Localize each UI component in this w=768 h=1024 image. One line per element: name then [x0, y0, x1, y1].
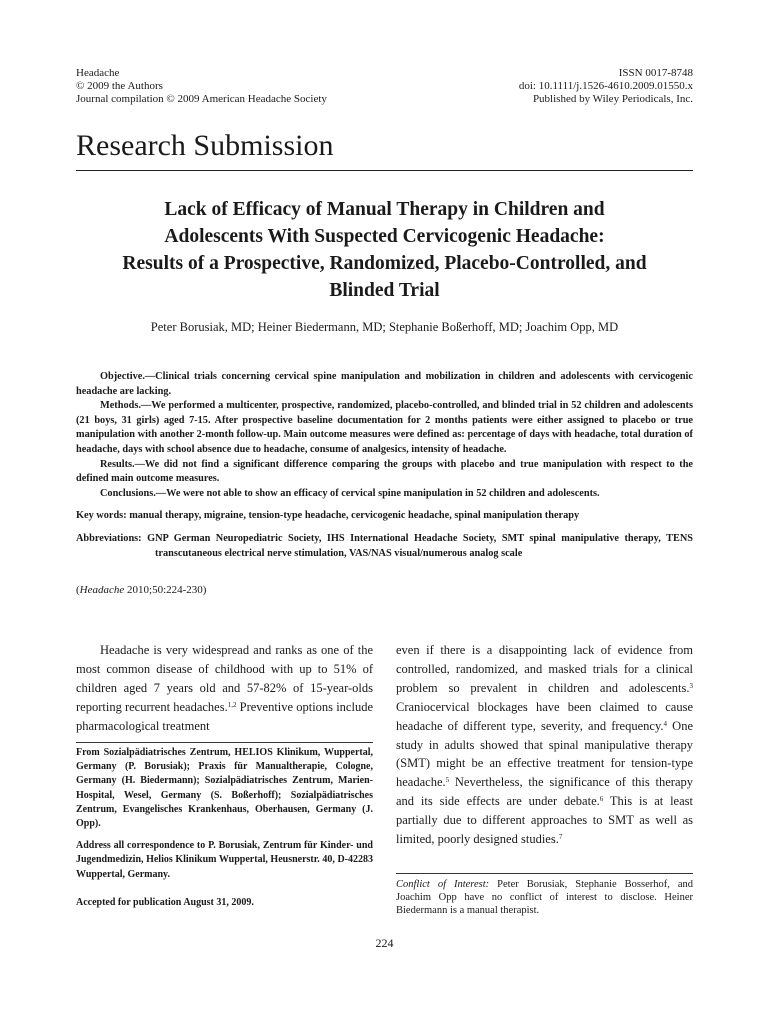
abstract: [76, 370, 693, 561]
reference-marker: 6: [599, 795, 604, 804]
abstract-results: Results.—We did not find a significant difference comparing the groups with placebo and true manipulation with respect to the defined main outcome measures.: [76, 458, 693, 485]
reference-marker: 4: [663, 719, 668, 728]
intro-paragraph: Headache is very widespread and ranks as one of the most common disease of childhood with up to 51% of children aged 7 years old and 57-82% of 15-year-olds reporting recurrent headaches.$^{1,2}$ Preventive options include pharmacological treatment: [76, 643, 373, 733]
publisher-line: Published by Wiley Periodicals, Inc.: [532, 93, 693, 105]
reference-marker: 1,2: [227, 700, 237, 709]
abbreviations: Abbreviations: GNP German Neuropediatric Society, IHS International Headache Society, SMT spinal manipulative therapy, TENS transcutaneous electrical nerve stimulation, VAS/NAS visual/numerous analog scale: [76, 532, 693, 559]
conflict-text: Peter Borusiak, Stephanie Bosserhof, and Joachim Opp have no conflict of interest to disclose. Heiner Biedermann is a manual therapist.: [396, 879, 693, 917]
issn: ISSN 0017-8748: [618, 67, 693, 79]
footnote-rule: [76, 742, 373, 743]
title-line: Results of a Prospective, Randomized, Placebo-Controlled, and: [122, 253, 647, 274]
header-left: [76, 67, 327, 106]
citation-details: 2010;50:224-230): [124, 584, 207, 596]
affiliation-footnote: [76, 746, 373, 918]
body-column-left: [76, 641, 373, 736]
citation-journal: Headache: [79, 584, 125, 596]
author-list: Peter Borusiak, MD; Heiner Biedermann, MD; Stephanie Boßerhoff, MD; Joachim Opp, MD: [150, 320, 619, 334]
body-column-right: [396, 641, 693, 849]
title-line: Blinded Trial: [329, 280, 440, 301]
correspondence-address: Address all correspondence to P. Borusiak, Zentrum für Kinder- und Jugendmedizin, Helios Klinikum Wuppertal, Heusnerstr. 40, D-42283 Wuppertal, Germany.: [76, 840, 373, 880]
page-number: 224: [375, 936, 394, 950]
footnote-rule: [396, 873, 693, 874]
conflict-of-interest: [396, 878, 693, 918]
compilation-line: Journal compilation © 2009 American Headache Society: [76, 93, 327, 105]
abstract-methods: Methods.—We performed a multicenter, prospective, randomized, placebo-controlled, and blinded trial in 52 children and adolescents (21 boys, 31 girls) aged 7-15. After prospective baseline documentation for 2 months patients were either assigned to placebo or true manipulation with another 2-month follow-up. Main outcome measures were defined as: percentage of days with headache, total duration of headache, days with school absence due to headache, consume of analgesics, intensity of headache.: [76, 400, 693, 455]
conflict-label: Conflict of Interest:: [396, 879, 490, 890]
reference-marker: 5: [445, 776, 450, 785]
copyright-line: © 2009 the Authors: [76, 80, 163, 92]
abstract-objective: Objective.—Clinical trials concerning cervical spine manipulation and mobilization in children and adolescents with cervicogenic headache are lacking.: [76, 371, 693, 397]
article-title: [76, 196, 693, 304]
title-line: Lack of Efficacy of Manual Therapy in Children and: [164, 199, 605, 220]
doi: doi: 10.1111/j.1526-4610.2009.01550.x: [518, 80, 693, 92]
accepted-date: Accepted for publication August 31, 2009.: [76, 896, 254, 908]
title-line: Adolescents With Suspected Cervicogenic Headache:: [164, 226, 605, 247]
header-right: [519, 67, 693, 106]
abstract-conclusions: Conclusions.—We were not able to show an efficacy of cervical spine manipulation in 52 children and adolescents.: [100, 487, 600, 499]
journal-name: Headache: [76, 67, 120, 79]
reference-marker: 3: [689, 681, 693, 690]
paper-page: [76, 0, 693, 1024]
reference-marker: 7: [558, 833, 563, 842]
intro-continuation: even if there is a disappointing lack of evidence from controlled, randomized, and masked trials for a clinical problem so prevalent in children and adolescents.$^3$ Craniocervical blockages have been claimed to cause headache of different type, severity, and frequency.$^4$ One study in adults showed that spinal manipulative therapy (SMT) might be an effective treatment for tension-type headache.$^5$ Nevertheless, the significance of this therapy and its side effects are under debate.$^6$ This is at least partially due to different approaches to SMT as well as limited, poorly designed studies.$^7$: [396, 643, 693, 847]
title-rule: [76, 170, 693, 171]
citation: (Headache 2010;50:224-230): [76, 584, 207, 596]
section-title: Research Submission: [76, 129, 334, 162]
keywords: Key words: manual therapy, migraine, tension-type headache, cervicogenic headache, spinal manipulation therapy: [76, 510, 580, 522]
affiliations: From Sozialpädiatrisches Zentrum, HELIOS Klinikum, Wuppertal, Germany (P. Borusiak); Praxis für Manualtherapie, Cologne, Germany (H. Biedermann); Sozialpädiatrisches Zentrum, Marien-Hospital, Wesel, Germany (S. Boßerhoff); Sozialpädiatrisches Zentrum, Evangelisches Krankenhaus, Oberhausen, Germany (J. Opp).: [76, 747, 373, 830]
